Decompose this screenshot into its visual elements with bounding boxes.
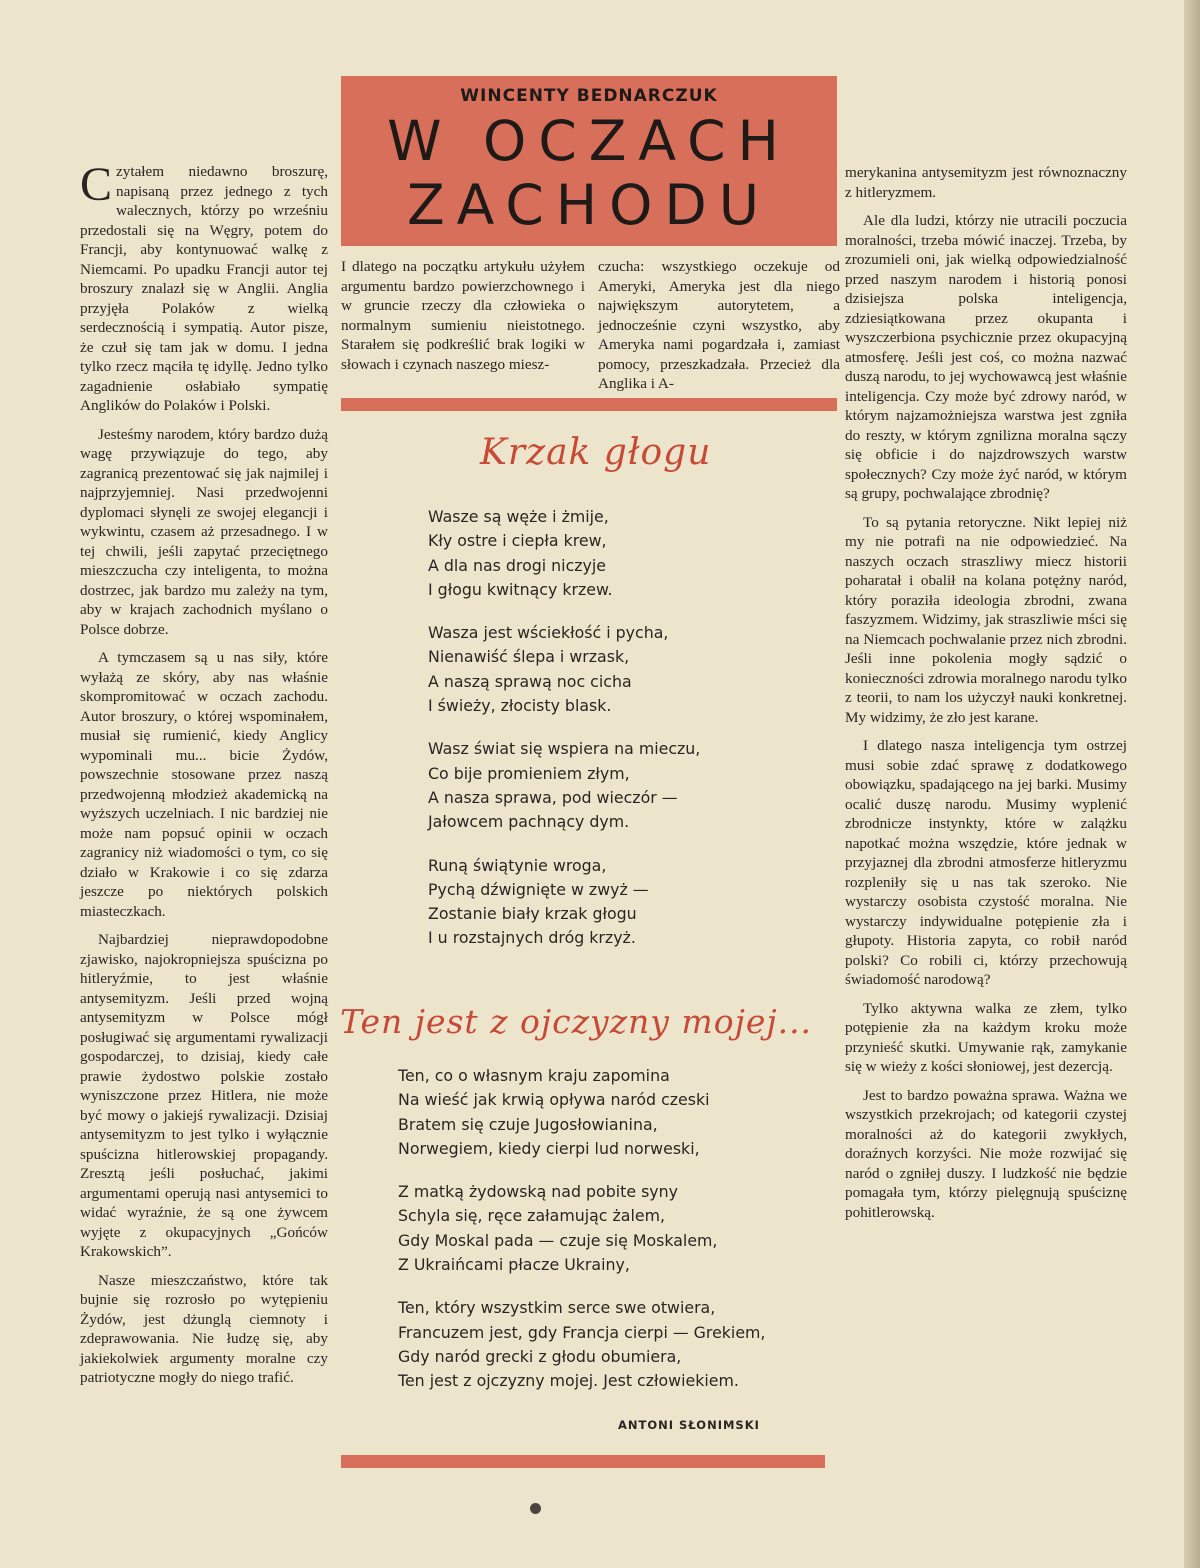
- poem-stanza: Z matką żydowską nad pobite syny Schyla się, ręce załamując żalem, Gdy Moskal pada — czuje się Moskalem, Z Ukraińcami płacze Ukrainy,: [398, 1182, 718, 1275]
- poem-stanza: Runą świątynie wroga, Pychą dźwignięte w zwyż — Zostanie biały krzak głogu I u rozstajnych dróg krzyż.: [428, 855, 649, 948]
- poem-title-ojczyzna: Ten jest z ojczyzny mojej...: [340, 1002, 813, 1041]
- article-header: [341, 76, 837, 246]
- left-paragraph: Jesteśmy narodem, który bardzo dużą wagę przywiązuje do tego, aby zagranicą prezentować się jak najmilej i najprzyjemniej. Nasi przedwojenni dyplomaci słynęli ze swojej elegancji i wykwintu, czasem aż przesadnego. I w tej chwili, jeśli zapytać przeciętnego mieszczucha czy inteligenta, to można dostrzec, jak bardzo mu zależy na tym, aby w krajach zachodnich myślano o Polsce dobrze.: [80, 425, 328, 638]
- left-paragraph: A tymczasem są u nas siły, które wyłażą ze skóry, aby nas właśnie skompromitować w oczach zachodu. Autor broszury, o której wspominałem, musiał się rumienić, kiedy Anglicy wypominali mu... bicie Żydów, powszechnie stosowane przez naszą przedwojenną młodzież akademicką na wyższych uczelniach. I nic bardziej nie może nam popsuć opinii w oczach zagranicy niż wiadomości o tym, co się działo w Krakowie i co się zdarza jeszcze po niektórych polskich miasteczkach.: [80, 649, 328, 920]
- middle-paragraph-a: I dlatego na początku artykułu użyłem argumentu bardzo powierzchownego i w gruncie rzeczy dla człowieka o normalnym sumieniu nieistotnego. Starałem się podkreślić brak logiki w słowach i czynach naszego miesz-: [341, 258, 585, 373]
- page-edge: [1184, 0, 1200, 1568]
- poem-stanza: Wasze są węże i żmije, Kły ostre i ciepła krew, A dla nas drogi niczyje I głogu kwitnący krzew.: [428, 507, 613, 599]
- middle-column-b: [598, 257, 840, 403]
- middle-column-a: [341, 257, 585, 383]
- author-name: WINCENTY BEDNARCZUK: [460, 86, 718, 106]
- middle-paragraph-b: czucha: wszystkiego oczekuje od Ameryki, Ameryka jest dla niego największym autorytetem, a jednocześnie czyni wszystko, aby Ameryka nami pogardzała i, zamiast pomocy, przeszkadzała. Przecież dla Anglika i A-: [598, 258, 840, 392]
- headline-line2: ZACHODU: [407, 173, 771, 237]
- poem-stanza: Wasz świat się wspiera na mieczu, Co bije promieniem złym, A nasza sprawa, pod wieczór — Jałowcem pachnący dym.: [428, 739, 701, 832]
- right-paragraph: To są pytania retoryczne. Nikt lepiej niż my nie potrafi na nie odpowiedzieć. Na naszych oczach straszliwy miecz historii poharatał i obalił na kolana potężny naród, który poraziła ideologia zbrodni, zwana faszyzmem. Widzimy, jak straszliwie mści się na Niemcach pochwalanie przez nich zbrodni. Jeśli inne pokolenia mogły sądzić o konieczności zdrowia moralnego narodu tylko z teorii, to nam los użyczył nauki konkretnej. My widzimy, że zło jest karane.: [845, 513, 1127, 726]
- right-paragraph: Jest to bardzo poważna sprawa. Ważna we wszystkich przekrojach; od kategorii czystej moralności aż do kategorii zwykłych, doraźnych korzyści. Nie może rozwijać się naród o zgniłej duszy. I ludzkość nie będzie pomagała tym, którzy pielęgnują spuściznę pohitlerowską.: [845, 1086, 1127, 1221]
- left-column: [80, 158, 328, 1397]
- poem-signature: ANTONI SŁONIMSKI: [618, 1418, 760, 1432]
- poem-ojczyzna: [398, 1064, 765, 1413]
- right-paragraph: merykanina antysemityzm jest równoznaczny z hitleryzmem.: [845, 164, 1127, 201]
- right-paragraph: Ale dla ludzi, którzy nie utracili poczucia moralności, trzeba mówić inaczej. Trzeba, by zrozumieli oni, jak wielką odpowiedzialność przed naszym narodem i historią ponosi dzisiejsza polska inteligencja, zdziesiątkowana przez okupanta i wyszczerbiona psychicznie przez okupacyjną atmosferę. Jeśli jest coś, co można nazwać duszą narodu, to jej wychowawcą jest właśnie inteligencja. Czy może być zdrowy naród, w którym najzamożniejsza warstwa jest zgniła do reszty, w którym zgnilizna moralna sączy się obficie i do najzdrowszych warstw społecznych? Czy może żyć naród, w którym są grupy, pochwalające zbrodnię?: [845, 212, 1127, 502]
- poem-krzak-glogu: [428, 505, 700, 970]
- page-dot: [530, 1503, 541, 1514]
- headline-line1: W OCZACH: [387, 109, 791, 173]
- poem-title-krzak-glogu: Krzak głogu: [480, 432, 712, 473]
- drop-cap: C: [80, 158, 113, 211]
- divider-rule-top: [341, 398, 837, 411]
- left-paragraph: Czytałem niedawno broszurę, napisaną przez jednego z tych walecznych, którzy po wrześniu przedostali się na Węgry, potem do Francji, aby kontynuować walkę z Niemcami. Po upadku Francji autor tej broszury znalazł się w Anglii. Anglia przyjęła Polaków z wielką serdecznością i sympatią. Autor pisze, że czuł się tam jak w domu. I jedna tylko rzecz mąciła tę idyllę. Jedno tylko zagadnienie osłabiało sympatię Anglików do Polaków i Polski.: [80, 158, 328, 414]
- poem-stanza: Wasza jest wściekłość i pycha, Nienawiść ślepa i wrzask, A naszą sprawą noc cicha I świeży, złocisty blask.: [428, 623, 669, 716]
- poem-stanza: Ten, który wszystkim serce swe otwiera, Francuzem jest, gdy Francja cierpi — Grekiem, Gdy naród grecki z głodu obumiera, Ten jest z ojczyzny mojej. Jest człowiekiem.: [398, 1298, 766, 1391]
- right-column: [845, 163, 1127, 1231]
- left-paragraph: Nasze mieszczaństwo, które tak bujnie się rozrosło po wytępieniu Żydów, jest dżunglą ciemnoty i zdeprawowania. Nie łudzę się, aby jakiekolwiek argumenty moralne czy patriotyczne mogły do niego trafić.: [80, 1271, 328, 1386]
- left-paragraph: Najbardziej nieprawdopodobne zjawisko, najokropniejsza spuścizna po hitleryźmie, to jest właśnie antysemityzm. Jeśli przed wojną antysemityzm w Polsce mógł posługiwać się argumentami rywalizacji gospodarczej, to dzisiaj, kiedy całe prawie żydostwo polskie zostało wyniszczone przez Hitlera, nie może być mowy o jakiejś rywalizacji. Dzisiaj antysemityzm to jest tylko i wyłącznie spuścizna hitlerowskiej propagandy. Zresztą jeśli posłuchać, jakimi argumentami operują nasi antysemici to widać wyraźnie, że są one żywcem wyjęte z okupacyjnych „Gońców Krakowskich”.: [80, 931, 328, 1260]
- poem-stanza: Ten, co o własnym kraju zapomina Na wieść jak krwią opływa naród czeski Bratem się czuje Jugosłowianina, Norwegiem, kiedy cierpi lud norweski,: [398, 1066, 710, 1158]
- right-paragraph: Tylko aktywna walka ze złem, tylko potępienie zła na każdym kroku może przynieść skutki. Umywanie rąk, zamykanie się w wieży z kości słoniowej, jest dezercją.: [845, 999, 1127, 1075]
- divider-rule-bottom: [341, 1455, 825, 1468]
- right-paragraph: I dlatego nasza inteligencja tym ostrzej musi sobie zdać sprawę z dodatkowego obowiązku, spadającego na jej barki. Musimy ocalić duszę narodu. Musimy wyplenić zbrodnicze instynkty, które w zalążku napotkać można wszędzie, które jednak w przyjaznej dla zbrodni atmosferze hitleryzmu rozpleniły się u nas tak szeroko. Nie wystarczy osobista czystość moralna. Nie wystarczy indywidualne potępienie zła i głupoty. Historia zapyta, co robił naród polski? Co robili ci, którzy przechowują świadomość narodową?: [845, 737, 1127, 988]
